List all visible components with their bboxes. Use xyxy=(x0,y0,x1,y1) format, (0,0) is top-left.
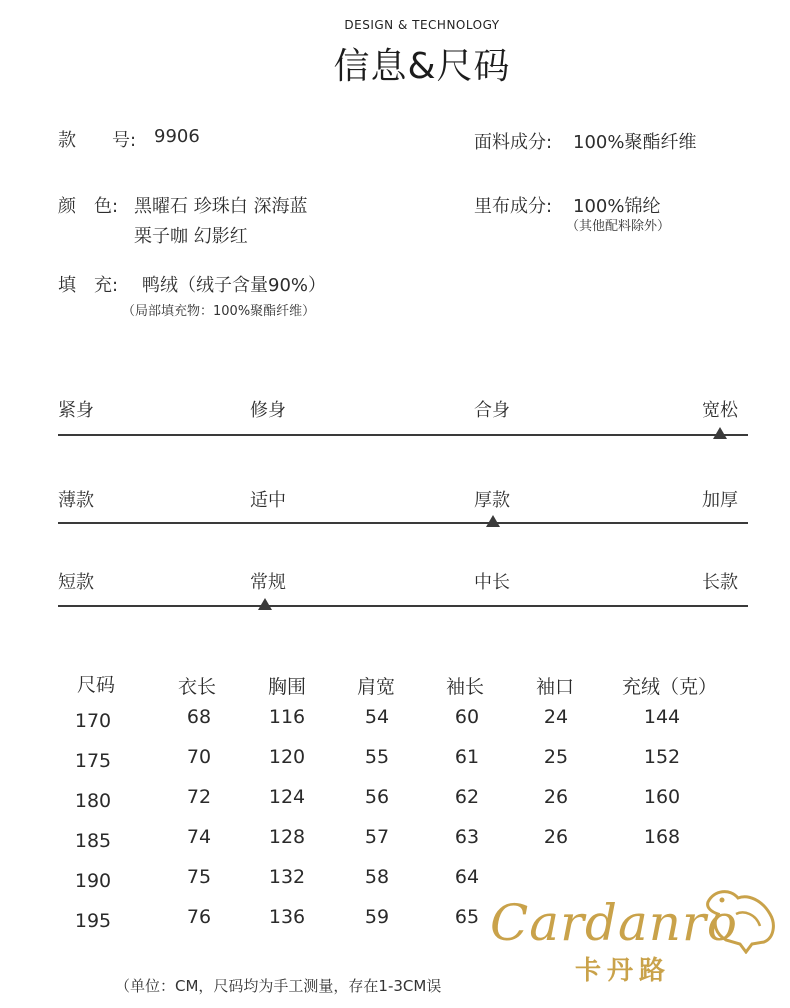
color-label: 颜 色: xyxy=(58,196,119,217)
table-cell: 55 xyxy=(364,746,390,768)
table-cell: 136 xyxy=(268,906,306,928)
header-subtitle: DESIGN & TECHNOLOGY xyxy=(344,18,500,32)
table-cell: 59 xyxy=(364,906,390,928)
page-title: 信息&尺码 xyxy=(333,46,511,87)
lining-note: （其他配料除外） xyxy=(566,219,671,234)
table-cell: 63 xyxy=(454,826,480,848)
table-cell: 62 xyxy=(454,786,480,808)
logo-chinese: 卡丹路 xyxy=(575,956,672,986)
fill-note: （局部填充物：100%聚酯纤维） xyxy=(122,304,316,319)
table-cell: 68 xyxy=(186,706,212,728)
table-cell: 25 xyxy=(543,746,569,768)
fabric-label: 面料成分: xyxy=(474,132,553,153)
scale-marker-icon xyxy=(258,598,272,610)
size-cell: 170 xyxy=(74,710,112,732)
table-cell: 116 xyxy=(268,706,306,728)
scale-label: 厚款 xyxy=(474,490,510,511)
table-cell: 64 xyxy=(454,866,480,888)
lining-value: 100%锦纶 xyxy=(573,196,661,217)
scale-label: 薄款 xyxy=(58,490,94,511)
scale-label: 常规 xyxy=(250,572,286,593)
size-cell: 180 xyxy=(74,790,112,812)
table-cell: 56 xyxy=(364,786,390,808)
scale-label: 合身 xyxy=(474,400,510,421)
table-cell: 128 xyxy=(268,826,306,848)
brand-logo xyxy=(490,880,790,990)
scale-label: 紧身 xyxy=(58,400,94,421)
table-cell: 74 xyxy=(186,826,212,848)
style-number-label: 款 号: xyxy=(58,130,137,151)
table-cell: 160 xyxy=(643,786,681,808)
scale-label: 宽松 xyxy=(702,400,738,421)
table-header: 衣长 xyxy=(178,676,217,698)
size-cell: 185 xyxy=(74,830,112,852)
scale-label: 长款 xyxy=(702,572,738,593)
scale-marker-icon xyxy=(486,515,500,527)
logo-wordmark: Cardanro xyxy=(490,894,738,952)
table-cell: 60 xyxy=(454,706,480,728)
table-cell: 152 xyxy=(643,746,681,768)
table-cell: 26 xyxy=(543,826,569,848)
table-cell: 120 xyxy=(268,746,306,768)
color-line-1: 黑曜石 珍珠白 深海蓝 xyxy=(134,196,308,217)
style-number-value: 9906 xyxy=(154,126,200,147)
table-cell: 58 xyxy=(364,866,390,888)
fill-value: 鸭绒（绒子含量90%） xyxy=(142,275,327,296)
scale-label: 中长 xyxy=(474,572,510,593)
table-header: 充绒（克） xyxy=(622,676,718,698)
scale-label: 适中 xyxy=(250,490,286,511)
table-cell: 168 xyxy=(643,826,681,848)
scale-label: 修身 xyxy=(250,400,286,421)
color-line-2: 栗子咖 幻影红 xyxy=(134,226,248,247)
table-cell: 124 xyxy=(268,786,306,808)
table-cell: 70 xyxy=(186,746,212,768)
scale-line xyxy=(58,605,748,607)
table-cell: 144 xyxy=(643,706,681,728)
table-header: 肩宽 xyxy=(357,676,396,698)
table-cell: 61 xyxy=(454,746,480,768)
table-cell: 76 xyxy=(186,906,212,928)
table-header: 袖口 xyxy=(536,676,575,698)
size-cell: 175 xyxy=(74,750,112,772)
scale-label: 加厚 xyxy=(702,490,738,511)
table-cell: 65 xyxy=(454,906,480,928)
lining-label: 里布成分: xyxy=(474,196,553,217)
fill-label: 填 充: xyxy=(58,275,119,296)
scale-label: 短款 xyxy=(58,572,94,593)
table-cell: 26 xyxy=(543,786,569,808)
scale-line xyxy=(58,522,748,524)
table-header: 袖长 xyxy=(446,676,485,698)
size-cell: 190 xyxy=(74,870,112,892)
table-cell: 24 xyxy=(543,706,569,728)
table-cell: 54 xyxy=(364,706,390,728)
table-cell: 72 xyxy=(186,786,212,808)
scale-line xyxy=(58,434,748,436)
table-header: 尺码 xyxy=(77,674,116,696)
footer-note: （单位：CM，尺码均为手工测量，存在1-3CM误 xyxy=(115,977,442,995)
table-cell: 75 xyxy=(186,866,212,888)
fabric-value: 100%聚酯纤维 xyxy=(573,132,697,153)
size-cell: 195 xyxy=(74,910,112,932)
table-cell: 57 xyxy=(364,826,390,848)
scale-marker-icon xyxy=(713,427,727,439)
table-cell: 132 xyxy=(268,866,306,888)
table-header: 胸围 xyxy=(268,676,307,698)
